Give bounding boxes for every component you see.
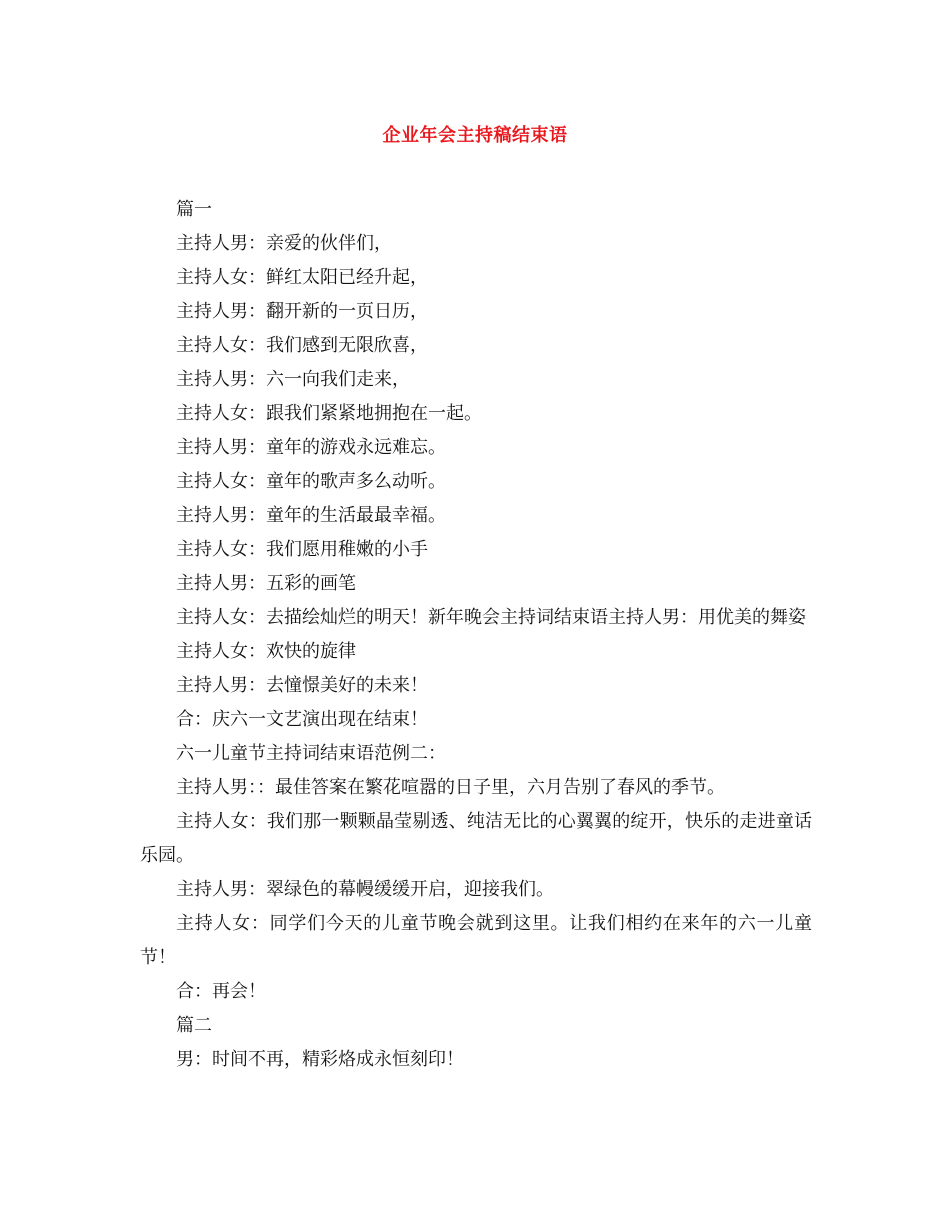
paragraph: 合：庆六一文艺演出现在结束！: [176, 709, 428, 730]
paragraph: 主持人女：我们愿用稚嫩的小手: [176, 539, 428, 560]
paragraph: 主持人男：童年的生活最最幸福。: [176, 505, 446, 526]
paragraph: 主持人女：去描绘灿烂的明天！新年晚会主持词结束语主持人男：用优美的舞姿: [176, 607, 806, 628]
paragraph: 主持人男：六一向我们走来，: [176, 369, 410, 390]
document-title: 企业年会主持稿结束语: [382, 125, 568, 146]
paragraph: 篇一: [176, 199, 212, 220]
paragraph: 主持人女：欢快的旋律: [176, 641, 356, 662]
paragraph: 主持人女：童年的歌声多么动听。: [176, 471, 446, 492]
paragraph: 六一儿童节主持词结束语范例二：: [176, 743, 446, 764]
paragraph: 篇二: [176, 1015, 212, 1036]
paragraph: 主持人男：翻开新的一页日历，: [176, 301, 428, 322]
paragraph: 主持人男：亲爱的伙伴们，: [176, 233, 392, 254]
paragraph: 主持人女：我们那一颗颗晶莹剔透、纯洁无比的心翼翼的绽开，快乐的走进童话乐园。: [140, 811, 812, 866]
paragraph: 主持人女：跟我们紧紧地拥抱在一起。: [176, 403, 482, 424]
paragraph: 主持人女：鲜红太阳已经升起，: [176, 267, 428, 288]
paragraph: 主持人男：：最佳答案在繁花喧嚣的日子里，六月告别了春风的季节。: [176, 777, 725, 798]
paragraph: 男：时间不再，精彩烙成永恒刻印！: [176, 1049, 464, 1070]
paragraph: 主持人女：我们感到无限欣喜，: [176, 335, 428, 356]
paragraph: 合：再会！: [176, 981, 266, 1002]
paragraph: 主持人男：去憧憬美好的未来！: [176, 675, 428, 696]
document-body: [140, 193, 812, 1077]
paragraph: 主持人男：童年的游戏永远难忘。: [176, 437, 446, 458]
paragraph: 主持人男：五彩的画笔: [176, 573, 356, 594]
paragraph: 主持人女：同学们今天的儿童节晚会就到这里。让我们相约在来年的六一儿童节！: [140, 913, 812, 968]
paragraph: 主持人男：翠绿色的幕幔缓缓开启，迎接我们。: [176, 879, 554, 900]
